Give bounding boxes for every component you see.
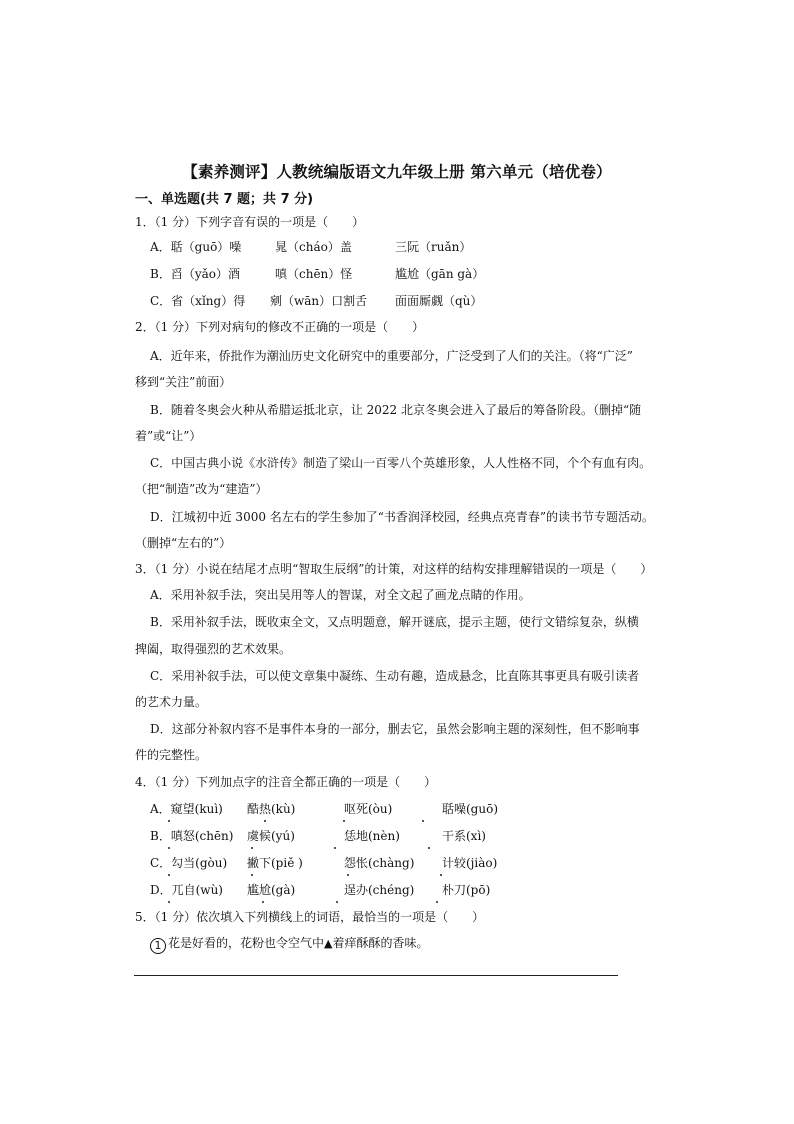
- q2-option-c-cont: （把“制造”改为“建造”）: [135, 482, 268, 496]
- emphasis-dot: [436, 901, 438, 903]
- q2-option-a-cont: 移到“关注”前面）: [135, 375, 232, 389]
- q1-a-3: 三阮（ruǎn）: [395, 240, 472, 254]
- q4-stem: 4．（1 分）下列加点字的注音全都正确的一项是（ ）: [135, 775, 437, 789]
- q1-option-a: [150, 238, 471, 255]
- q1-stem: 1．（1 分）下列字音有误的一项是（ ）: [135, 215, 365, 229]
- q2-option-d: D．江城初中近 3000 名左右的学生参加了“书香润泽校园，经典点亮青春”的读书节专题活动。: [150, 510, 655, 524]
- circled-number-1: 1: [150, 938, 166, 954]
- emphasis-dot: [168, 901, 170, 903]
- q1-c-1: C．省（xǐng）得: [150, 294, 246, 308]
- q3-option-d: D．这部分补叙内容不是事件本身的一部分，删去它，虽然会影响主题的深刻性，但不影响事: [150, 722, 640, 736]
- q4-c-3: 怨怅(chàng): [344, 856, 415, 870]
- q4-b-1: B．嗔怒(chēn): [150, 829, 234, 843]
- q4-a-4: 聒噪(guō): [442, 802, 498, 816]
- emphasis-dot: [251, 847, 253, 849]
- q4-b-2: 虞候(yú): [247, 829, 295, 843]
- q1-a-2: 晁（cháo）盖: [275, 240, 352, 254]
- q4-b-3: 恁地(nèn): [344, 829, 400, 843]
- emphasis-dot: [336, 901, 338, 903]
- q1-option-b: [150, 265, 484, 282]
- q2-stem: 2．（1 分）下列对病句的修改不正确的一项是（ ）: [135, 320, 425, 334]
- q1-b-2: 嗔（chēn）怪: [275, 267, 353, 281]
- q1-c-3: 面面厮觑（qù）: [395, 294, 483, 308]
- emphasis-dot: [334, 847, 336, 849]
- q4-option-b: [150, 827, 486, 844]
- q1-b-1: B．舀（yǎo）酒: [150, 267, 240, 281]
- q4-d-3: 逞办(chéng): [344, 883, 415, 897]
- q4-d-2: 尴尬(gà): [247, 883, 296, 897]
- q4-d-1: D．兀自(wù): [150, 883, 223, 897]
- q5-sentence-1-post: 着痒酥酥的香味。: [332, 936, 429, 950]
- emphasis-dot: [264, 820, 266, 822]
- footer-rule: [134, 975, 618, 976]
- q1-option-c: [150, 292, 482, 309]
- emphasis-dot: [262, 901, 264, 903]
- emphasis-dot: [168, 847, 170, 849]
- q3-option-b: B．采用补叙手法，既收束全文，又点明题意，解开谜底，提示主题，使行文错综复杂，纵横: [150, 615, 639, 629]
- emphasis-dot: [343, 820, 345, 822]
- blank-triangle-icon: ▲: [324, 937, 333, 950]
- q1-b-3: 尴尬（gān gà）: [395, 267, 485, 281]
- q3-option-a: A．采用补叙手法，突出吴用等人的智谋，对全文起了画龙点睛的作用。: [150, 588, 531, 602]
- q4-c-2: 撇下(piě ): [247, 856, 303, 870]
- emphasis-dot: [440, 874, 442, 876]
- q2-option-b-cont: 着”或“让”）: [135, 429, 202, 443]
- section-heading: 一、单选题(共 7 题；共 7 分): [135, 192, 314, 207]
- q4-a-1: A．窥望(kuì): [150, 802, 223, 816]
- page-title: 【素养测评】人教统编版语文九年级上册 第六单元（培优卷）: [182, 163, 612, 181]
- q4-option-d: [150, 881, 490, 898]
- q5-sentence-1: [150, 934, 429, 954]
- q4-a-3: 呕死(òu): [344, 802, 393, 816]
- q2-option-d-cont: （删掉“左右的”）: [135, 536, 232, 550]
- q4-option-a: [150, 800, 498, 817]
- q4-option-c: [150, 854, 497, 871]
- q5-stem: 5．（1 分）依次填入下列横线上的词语，最恰当的一项是（ ）: [135, 910, 485, 924]
- emphasis-dot: [251, 874, 253, 876]
- q2-option-b: B．随着冬奥会火种从希腊运抵北京，让 2022 北京冬奥会进入了最后的筹备阶段。（删掉“随: [150, 403, 642, 417]
- q5-sentence-1-pre: 花是好看的，花粉也令空气中: [168, 936, 325, 950]
- q4-c-4: 计较(jiào): [442, 856, 498, 870]
- emphasis-dot: [168, 874, 170, 876]
- emphasis-dot: [422, 820, 424, 822]
- q3-option-c: C．采用补叙手法，可以使文章集中凝练、生动有趣，造成悬念，比直陈其事更具有吸引读者: [150, 669, 640, 683]
- emphasis-dot: [347, 874, 349, 876]
- q2-option-a: A．近年来，侨批作为潮汕历史文化研究中的重要部分，广泛受到了人们的关注。（将“广泛”: [150, 349, 633, 363]
- q3-option-b-cont: 捭阖，取得强烈的艺术效果。: [135, 642, 292, 656]
- q4-a-2: 酷热(kù): [247, 802, 296, 816]
- q2-option-c: C．中国古典小说《水浒传》制造了梁山一百零八个英雄形象，人人性格不同，个个有血有肉。: [150, 456, 652, 470]
- q3-option-c-cont: 的艺术力量。: [135, 695, 208, 709]
- emphasis-dot: [428, 847, 430, 849]
- emphasis-dot: [168, 820, 170, 822]
- q4-d-4: 朴刀(pō): [442, 883, 491, 897]
- q4-b-4: 干系(xì): [442, 829, 486, 843]
- q3-stem: 3．（1 分）小说在结尾才点明“智取生辰纲”的计策，对这样的结构安排理解错误的一项是（ ）: [135, 562, 653, 576]
- q1-a-1: A．聒（guō）噪: [150, 240, 242, 254]
- q1-c-2: 剜（wān）口割舌: [270, 294, 368, 308]
- q4-c-1: C．勾当(gòu): [150, 856, 228, 870]
- q3-option-d-cont: 件的完整性。: [135, 748, 208, 762]
